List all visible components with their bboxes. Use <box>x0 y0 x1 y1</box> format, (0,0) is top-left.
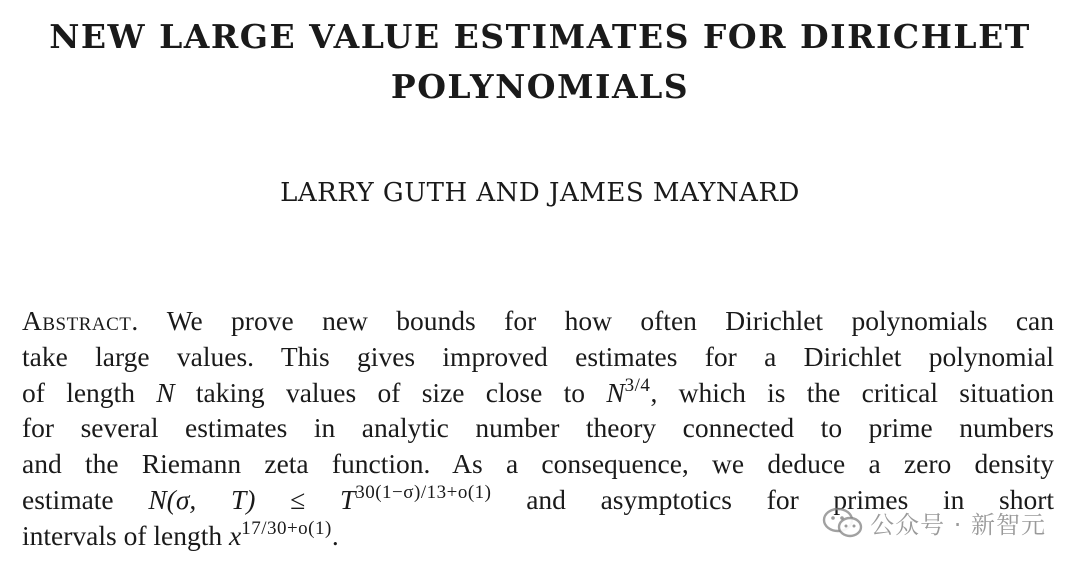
abstract-text-7a: intervals of length <box>22 519 223 551</box>
abstract-text-1: We prove new bounds for how often Dirichlet polynomials can <box>166 305 1054 336</box>
abstract-text-7b: . <box>331 519 339 551</box>
watermark-text: 公众号 · 新智元 <box>870 511 1046 539</box>
abstract-line-4: for several estimates in analytic number theory connected to prime numbers <box>22 412 1054 444</box>
abstract-line-3 <box>22 375 1054 411</box>
abstract-line-1 <box>22 303 1054 339</box>
wechat-icon <box>822 506 864 540</box>
math-T-power <box>339 481 492 515</box>
watermark <box>822 505 1046 540</box>
title-line-1: NEW LARGE VALUE ESTIMATES FOR DIRICHLET <box>49 17 1031 56</box>
abstract-text-6a: estimate <box>22 483 114 515</box>
math-exponent: 30(1−σ)/13+o(1) <box>355 481 492 503</box>
title-line-2: POLYNOMIALS <box>390 67 690 106</box>
math-N-power <box>606 374 651 408</box>
abstract-text-3c: , which is the critical situation <box>650 376 1055 408</box>
abstract-text-3b: taking values of size close to <box>195 376 585 408</box>
math-exponent: 3/4 <box>624 374 651 396</box>
math-exponent: 17/30+o(1) <box>241 517 332 539</box>
math-base: N <box>606 376 625 408</box>
math-le: ≤ <box>290 483 306 515</box>
paper-authors: LARRY GUTH AND JAMES MAYNARD <box>280 178 800 208</box>
math-N: N <box>156 376 175 408</box>
abstract-line-2: take large values. This gives improved estimates for a Dirichlet polynomial <box>22 340 1054 372</box>
math-x-power <box>228 517 332 551</box>
math-base: T <box>339 483 356 515</box>
math-zero-density: N(σ, T) <box>148 483 256 515</box>
abstract-line-5: and the Riemann zeta function. As a consequence, we deduce a zero density <box>22 448 1054 480</box>
paper-title <box>0 12 1080 112</box>
abstract-text-6b: and asymptotics for primes in short <box>526 483 1055 515</box>
abstract-heading: Abstract. <box>22 305 139 336</box>
abstract-text-3a: of length <box>22 376 135 408</box>
math-base: x <box>228 519 242 551</box>
